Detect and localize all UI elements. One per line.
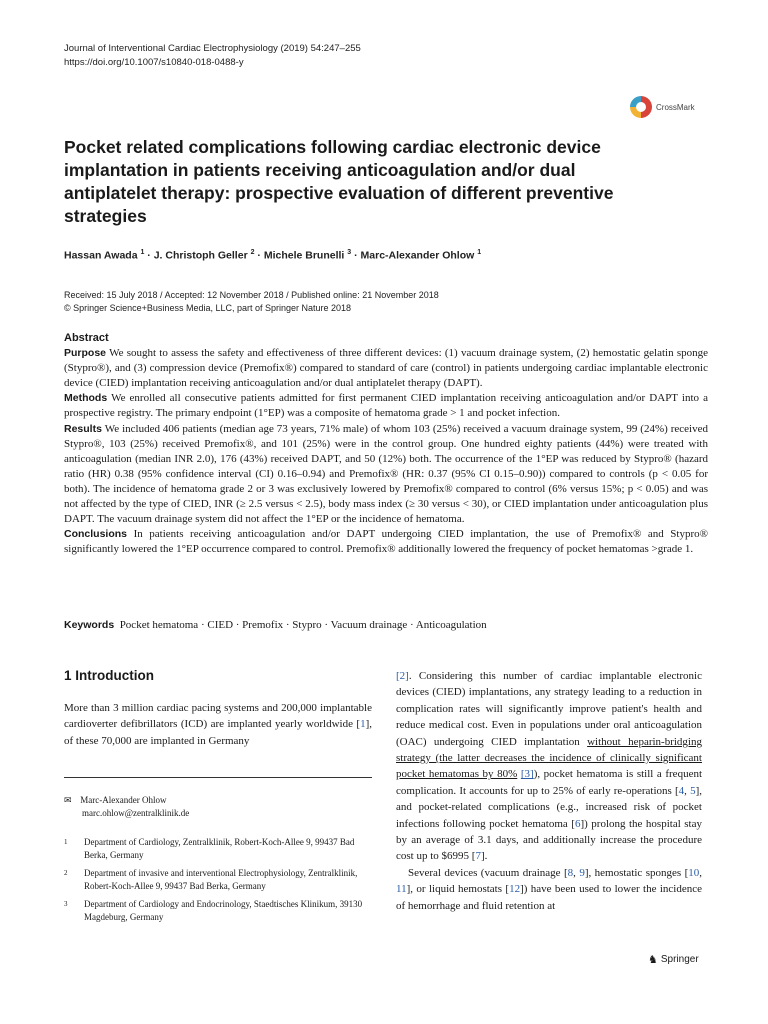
author-list: Hassan Awada $^1$ · J. Christoph Geller $^2$ · Michele Brunelli $^3$ · Marc-Alexander Ohlow $^1$ bbox=[64, 249, 482, 262]
footnote-divider bbox=[64, 777, 372, 778]
keywords-list: Pocket hematoma · CIED · Premofix · Stypro · Vacuum drainage · Anticoagulation bbox=[119, 619, 487, 631]
citation-link[interactable]: 10 bbox=[688, 866, 700, 879]
copyright-line: © Springer Science+Business Media, LLC, part of Springer Nature 2018 bbox=[64, 303, 352, 313]
conclusions-label: Conclusions bbox=[64, 528, 128, 541]
publisher-name: Springer bbox=[660, 954, 699, 965]
results-label: Results bbox=[64, 422, 102, 435]
section-heading: 1 Introduction bbox=[64, 668, 154, 683]
history-line: Received: 15 July 2018 / Accepted: 12 November 2018 / Published online: 21 November 2018 bbox=[64, 290, 439, 300]
envelope-icon: ✉ bbox=[64, 795, 72, 805]
affiliation bbox=[64, 867, 372, 893]
citation-link[interactable]: 6 bbox=[574, 817, 581, 830]
paragraph: Several devices (vacuum drainage [8, 9], hemostatic sponges [10, 11], or liquid hemostats [12]) have been used to lower the incidence of hemorrhage and fluid retention at bbox=[396, 866, 702, 912]
affiliation bbox=[64, 898, 372, 924]
affiliation-number: 2 bbox=[64, 869, 68, 877]
publisher-logo bbox=[648, 953, 699, 966]
corresponding-author: Marc-Alexander Ohlow bbox=[80, 795, 167, 805]
affiliation-text: Department of Cardiology, Zentralklinik, Robert-Koch-Allee 9, 99437 Bad Berka, Germany bbox=[84, 837, 355, 860]
article-title: Pocket related complications following cardiac electronic device implantation in patients receiving anticoagulation and/or dual antiplatelet therapy: prospective evaluation of different preventive strategies bbox=[64, 137, 614, 226]
citation-link[interactable]: 12 bbox=[509, 883, 521, 896]
author-name[interactable]: J. Christoph Geller bbox=[153, 249, 248, 262]
crossmark-icon bbox=[630, 96, 652, 118]
journal-header bbox=[64, 42, 361, 70]
correspondence bbox=[64, 794, 372, 820]
affiliation-text: Department of invasive and interventional Electrophysiology, Zentralklinik, Robert-Koch-Allee 9, 99437 Bad Berka, Germany bbox=[84, 868, 358, 891]
abstract-purpose: Purpose We sought to assess the safety and effectiveness of three different devices: (1) vacuum drainage system, (2) hemostatic gelatin sponge (Stypro®), and (3) compression device (Premofix®) compared to standard of care (control) in patients undergoing cardiac implantable electronic device (CIED) implantation receiving anticoagulation and/or dual antiplatelet therapy (DAPT). bbox=[64, 347, 708, 390]
affiliation bbox=[64, 836, 372, 862]
intro-left-column bbox=[64, 700, 372, 749]
affiliation-text: Department of Cardiology and Endocrinology, Staedtisches Klinikum, 39130 Magdeburg, Germany bbox=[84, 899, 363, 922]
abstract-methods: Methods We enrolled all consecutive patients admitted for first permanent CIED implantation receiving anticoagulation and/or DAPT into a prospective registry. The primary endpoint (1°EP) was a composite of hematoma grade > 1 and pocket infection. bbox=[64, 392, 708, 420]
author-affiliation-mark: 3 bbox=[347, 249, 352, 256]
abstract-heading: Abstract bbox=[64, 332, 109, 344]
author-name[interactable]: Marc-Alexander Ohlow bbox=[360, 249, 475, 262]
keywords-label: Keywords bbox=[64, 619, 115, 631]
doi-link[interactable]: https://doi.org/10.1007/s10840-018-0488-y bbox=[64, 57, 244, 68]
citation-link[interactable]: [3] bbox=[520, 768, 534, 781]
underlined-text: without heparin-bridging strategy (the latter decreases the incidence of clinically significant pocket hematomas by 80% bbox=[396, 735, 702, 781]
affiliation-number: 3 bbox=[64, 900, 68, 908]
author-affiliation-mark: 1 bbox=[140, 249, 145, 256]
abstract-conclusions: Conclusions In patients receiving anticoagulation and/or DAPT undergoing CIED implantation, the use of Premofix® and Stypro® significantly lowered the 1°EP occurrence compared to control. Premofix® additionally lowered the frequency of pocket hematomas >grade 1. bbox=[64, 528, 708, 556]
author-affiliation-mark: 2 bbox=[250, 249, 255, 256]
citation-link[interactable]: 11 bbox=[396, 883, 407, 896]
email-link[interactable]: marc.ohlow@zentralklinik.de bbox=[82, 808, 190, 818]
purpose-label: Purpose bbox=[64, 347, 107, 360]
citation-link[interactable]: 4 bbox=[678, 784, 685, 797]
citation-link[interactable]: 7 bbox=[475, 850, 481, 863]
paragraph: More than 3 million cardiac pacing systems and 200,000 implantable cardioverter defibrillators (ICD) are implanted yearly worldwide [1], of these 70,000 are implanted in Germany bbox=[64, 702, 372, 747]
citation-link[interactable]: 1 bbox=[360, 718, 366, 731]
intro-right-column bbox=[396, 668, 702, 914]
crossmark-badge[interactable] bbox=[630, 95, 710, 119]
abstract bbox=[64, 331, 708, 557]
crossmark-label: CrossMark bbox=[656, 102, 695, 112]
abstract-results: Results We included 406 patients (median age 73 years, 71% male) of whom 103 (25%) received a vacuum drainage system, 99 (24%) received Stypro®, 103 (25%) received Premofix®, and 101 (25%) were in the control group. One hundred eighty patients (44%) were treated with anticoagulation (median INR 2.0), 176 (43%) received DAPT, and 50 (12%) both. The occurrence of the 1°EP was reduced by Stypro® (hazard ratio (HR) 0.38 (95% confidence interval (CI) 0.16–0.94) and Premofix® (HR: 0.37 (95% CI 0.15–0.90)) compared to controls (p < 0.05 for both). The incidence of hematoma grade 2 or 3 was exclusively lowered by Premofix® compared to control (6% versus 15%; p < 0.05) and was not affected by the type of CIED, INR (≥ 2.5 versus < 2.5), body mass index (≥ 30 versus < 30), or CIED implantation under anticoagulation plus DAPT. The vacuum drainage system did not affect the 1°EP or the incidence of hematoma. bbox=[64, 422, 708, 526]
author-name[interactable]: Michele Brunelli bbox=[263, 249, 345, 262]
publication-dates bbox=[64, 289, 439, 315]
author-name[interactable]: Hassan Awada bbox=[64, 249, 138, 262]
citation-link[interactable]: 8 bbox=[567, 866, 574, 879]
citation-link[interactable]: [2] bbox=[396, 670, 409, 682]
author-affiliation-mark: 1 bbox=[477, 249, 482, 256]
keywords bbox=[64, 619, 487, 631]
journal-citation: Journal of Interventional Cardiac Electrophysiology (2019) 54:247–255 bbox=[64, 43, 361, 54]
citation-link[interactable]: 5 bbox=[690, 784, 696, 797]
methods-label: Methods bbox=[64, 392, 108, 405]
paragraph: [2]. Considering this number of cardiac implantable electronic devices (CIED) implantations, any strategy leading to a reduction in complication rates will significantly improve patient's health and reduce medical cost. Even in populations under oral anticoagulation (OAC) undergoing CIED implantation without heparin-bridging strategy (the latter decreases the incidence of clinically significant pocket hematomas by 80% [3]), pocket hematoma is still a frequent complication. It accounts for up to 25% of early re-operations [4, 5], and pocket-related complications (e.g., increased risk of pocket infections following pocket hematoma [6]) prolong the hospital stay by an average of 3.1 days, and additionally increase the procedure cost up to $6995 [7]. bbox=[396, 670, 703, 863]
citation-link[interactable]: 9 bbox=[579, 866, 585, 879]
affiliation-number: 1 bbox=[64, 838, 68, 846]
springer-horse-icon: ♞ bbox=[648, 954, 658, 966]
